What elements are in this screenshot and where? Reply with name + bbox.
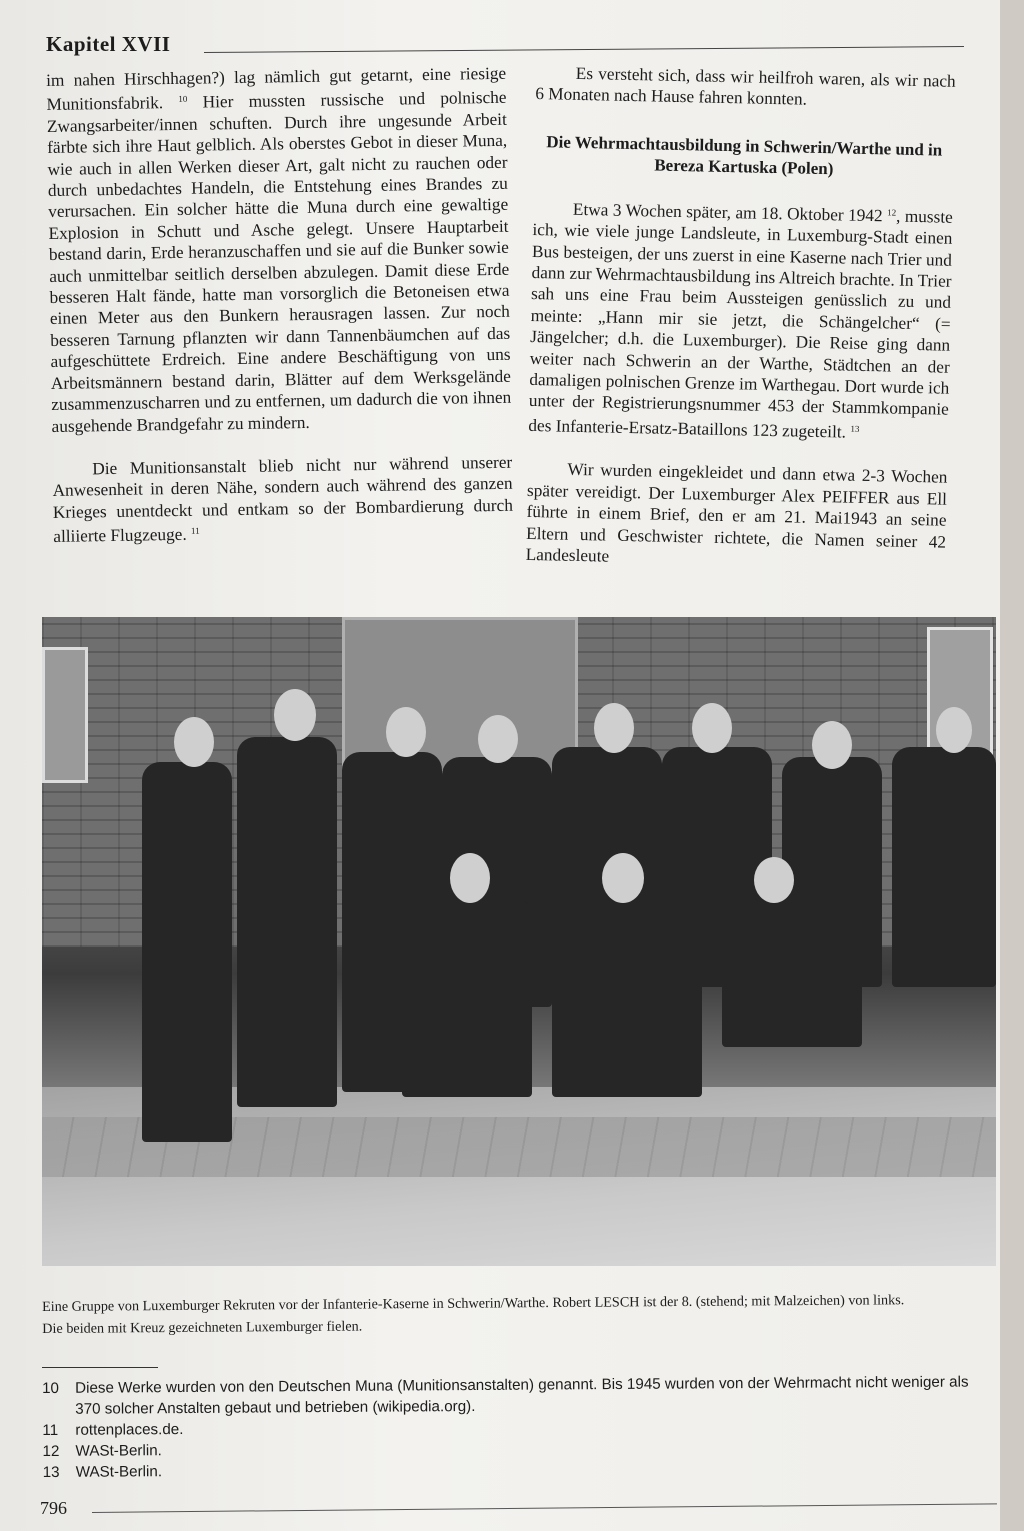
- door: [342, 617, 578, 773]
- footnote-ref: 10: [178, 94, 188, 105]
- soldier: [402, 897, 532, 1097]
- footnote-ref: 12: [887, 207, 897, 218]
- soldier-head: [174, 717, 214, 767]
- soldier-head: [602, 853, 644, 903]
- photo-caption: [42, 1289, 992, 1340]
- page-footer: [40, 1498, 1000, 1522]
- left-column: [46, 63, 513, 548]
- chapter-header: [46, 32, 966, 62]
- soldier-head: [594, 703, 634, 753]
- caption-line: Die beiden mit Kreuz gezeichneten Luxemburger fielen.: [42, 1318, 363, 1337]
- section-heading: Die Wehrmachtausbildung in Schwerin/Warthe und in Bereza Kartuska (Polen): [546, 132, 943, 179]
- soldier-head: [450, 853, 490, 903]
- right-column: [525, 62, 955, 574]
- soldier: [552, 897, 702, 1097]
- window: [42, 647, 88, 783]
- soldier-head: [478, 715, 518, 763]
- paragraph: Die Munitionsanstalt blieb nicht nur während unserer Anwesenheit in deren Nähe, sondern auch während des ganzen Krieges unentdeckt und entkam so der Bombardierung durch alliierte Flugzeuge. $^{11}$: [52, 452, 514, 547]
- footnote-number: 13: [42, 1463, 60, 1481]
- soldier: [892, 747, 996, 987]
- footnote-number: 12: [42, 1442, 60, 1460]
- header-rule: [204, 46, 964, 53]
- soldier: [142, 762, 232, 1142]
- chapter-title: Kapitel XVII: [46, 32, 171, 56]
- footnote-text: rottenplaces.de.: [75, 1421, 184, 1439]
- footnote-rule: [42, 1367, 158, 1368]
- paragraph: Etwa 3 Wochen später, am 18. Oktober 1942 $^{12}$, musste ich, wie viele junge Landsleute, in Luxemburg-Stadt einen Bus besteigen, der uns zuerst in eine Kaserne nach Trier und dann zur Wehrmachtausbildung ins Altreich brachte. In Trier sah uns eine Frau beim Aussteigen genüsslich zu und meinte: „Hann mir sie jetzt, die Schängelcher“ (= Jängelcher; d.h. die Luxemburger). Die Reise ging dann weiter nach Schwerin an der Warthe, Städtchen an der damaligen polnischen Grenze im Warthegau. Dort wurde ich unter der Registrierungsnummer 453 der Stammkompanie des Infanterie-Ersatz-Bataillons 123 zugeteilt. $^{13}$: [528, 199, 954, 442]
- footnotes: [42, 1371, 993, 1483]
- paragraph: Wir wurden eingekleidet und dann etwa 2-3 Wochen später vereidigt. Der Luxemburger Alex PEIFFER aus Ell führte in einem Brief, den er am 21. Mai1943 an seine Eltern und Geschwister richtete, die Namen seiner 42 Landesleute: [525, 460, 948, 566]
- footnote-text: Diese Werke wurden von den Deutschen Muna (Munitionsanstalten) genannt. Bis 1945 wurden von der Wehrmacht nicht weniger als 370 solcher Anstalten gebaut und betrieben (wikipedia.org).: [75, 1373, 969, 1418]
- soldier-head: [812, 721, 852, 769]
- footer-rule: [92, 1503, 997, 1513]
- footnote-ref: 13: [850, 423, 860, 434]
- soldier-head: [274, 689, 316, 741]
- footnote: [42, 1371, 992, 1420]
- soldier: [237, 737, 337, 1107]
- soldier-head: [692, 703, 732, 753]
- soldier-head: [386, 707, 426, 757]
- group-photo: [42, 617, 996, 1266]
- paragraph: Es versteht sich, dass wir heilfroh waren, als wir nach 6 Monaten nach Hause fahren konnten.: [535, 63, 956, 110]
- page-number: 796: [40, 1498, 67, 1518]
- soldier: [722, 887, 862, 1047]
- footnote-text: WASt-Berlin.: [75, 1442, 162, 1460]
- soldier-head: [936, 707, 972, 753]
- footnote-text: WASt-Berlin.: [75, 1463, 163, 1481]
- footnote-ref: 11: [190, 525, 200, 536]
- caption-line: Eine Gruppe von Luxemburger Rekruten vor der Infanterie-Kaserne in Schwerin/Warthe. Robert LESCH ist der 8. (stehend; mit Malzeichen) von links.: [42, 1292, 905, 1315]
- footnote-number: 10: [42, 1379, 60, 1397]
- footnote-number: 11: [42, 1421, 59, 1439]
- soldier-head: [754, 857, 794, 903]
- page-edge: [1000, 0, 1024, 1531]
- paragraph: im nahen Hirschhagen?) lag nämlich gut getarnt, eine riesige Munitionsfabrik. $^{10}$ Hier mussten russische und polnische Zwangsarbeiter/innen schuften. Durch ihre ungesunde Arbeit färbte sich ihre Haut gelblich. Als oberstes Gebot in dieser Muna, wie auch in allen Werken dieser Art, galt nicht zu rauchen oder durch unbedachtes Handeln, die Entstehung eines Brandes zu verursachen. Ein solcher hätte die Muna durch eine gewaltige Explosion in Schutt und Asche gelegt. Unsere Hauptarbeit bestand darin, Erde heranzuschaffen und sie auf die Bunker sowie auch unmittelbar seitlich derselben abzulegen. Damit diese Erde besseren Halt fände, hatte man vorsorglich die Betoneisen etwa einen Meter aus den Bunkern herausragen lassen. Zur noch besseren Tarnung pflanzten wir dann Tannenbäumchen auf das aufgeschüttete Erdreich. Eine andere Beschäftigung von uns Arbeitsmännern bestand darin, Blätter auf dem Werksgelände zusammenzuscharren und zu entfernen, um dadurch die von ihnen ausgehende Brandgefahr zu mindern.: [46, 63, 512, 436]
